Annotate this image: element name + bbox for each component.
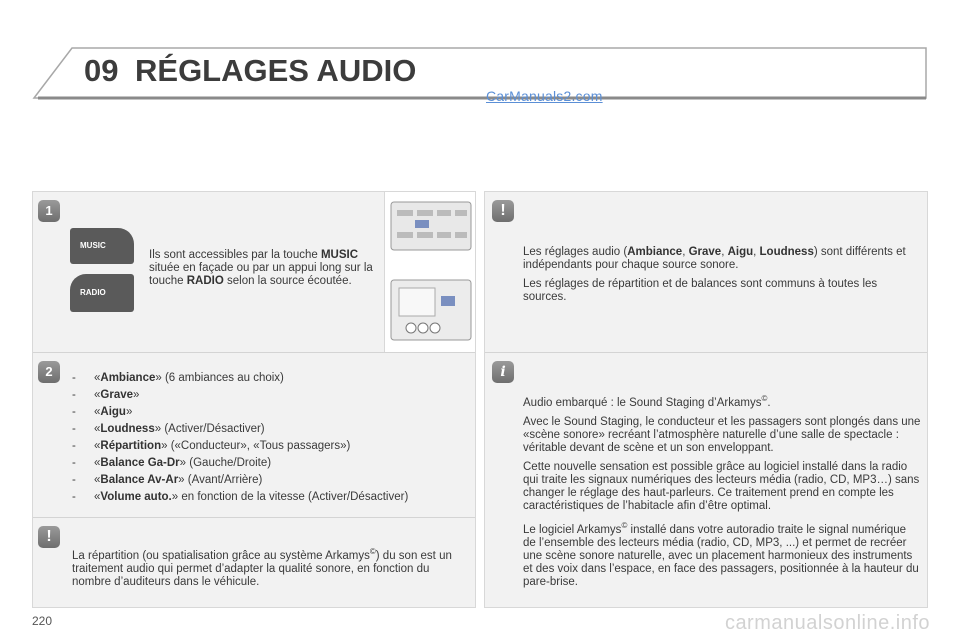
settings-list-item: - «Balance Ga-Dr» (Gauche/Droite) — [72, 457, 272, 469]
info-badge: i — [492, 361, 514, 383]
settings-list-item: - «Aigu» — [72, 406, 133, 418]
music-button-icon: MUSIC — [70, 228, 134, 264]
section3-text: La répartition (ou spatialisation grâce au système Arkamys©) du son est un traitement audio qui permet d’adapter la qualité sonore, en fonction du nombre d’auditeurs dans le véhicule. — [72, 547, 452, 588]
watermark-link[interactable]: CarManuals2.com — [486, 88, 603, 104]
settings-list — [72, 372, 472, 508]
chapter-number: 09 — [84, 53, 119, 88]
warning-badge-left: ! — [38, 526, 60, 548]
info-text: Audio embarqué : le Sound Staging d’Arkamys©. Avec le Sound Staging, le conducteur et les passagers sont plongés dans une «scène sonore» recréant l’atmosphère naturelle d’une salle de spectacle : véritable devant de scène et un son enveloppant. Cette nouvelle sensation est possible grâce au logiciel installé dans la radio qui traite les signaux numériques des lecteurs média (radio, CD, MP3…) sans changer le réglage des haut-parleurs. Ce traitement prend en compte les caractéristiques de l’habitacle afin d’être optimal. Le logiciel Arkamys© installé dans votre autoradio traite le signal numérique de l’ensemble des lecteurs média (radio, CD, MP3, ...) et permet de recréer une scène sonore naturelle, avec un placement harmonieux des instruments et des voix dans l’espace, en face des passagers, positionnée à la hauteur du pare-brise. — [523, 394, 921, 588]
radio-button-icon: RADIO — [70, 274, 134, 312]
settings-list-item: - «Loudness» (Activer/Désactiver) — [72, 423, 265, 435]
settings-list-item: - «Ambiance» (6 ambiances au choix) — [72, 372, 284, 384]
warning-text: Les réglages audio (Ambiance, Grave, Aigu, Loudness) sont différents et indépendants pour chaque source sonore. Les réglages de répartition et de balances sont communs à toutes les sources. — [523, 246, 906, 303]
car-radio-icon — [385, 192, 475, 352]
left-divider-2 — [33, 517, 475, 518]
left-divider-1 — [33, 352, 475, 353]
radio-device-illustration — [384, 192, 475, 352]
section1-text: Ils sont accessibles par la touche MUSIC située en façade ou par un appui long sur la touche RADIO selon la source écoutée. — [149, 249, 373, 287]
chapter-title: RÉGLAGES AUDIO — [135, 53, 417, 88]
warning-badge-right: ! — [492, 200, 514, 222]
chapter-header — [32, 46, 928, 100]
settings-list-item: - «Grave» — [72, 389, 140, 401]
right-divider — [485, 352, 927, 353]
page-number: 220 — [32, 614, 53, 628]
step-1-badge: 1 — [38, 200, 60, 222]
settings-list-item: - «Volume auto.» en fonction de la vitesse (Activer/Désactiver) — [72, 491, 409, 503]
settings-list-item: - «Balance Av-Ar» (Avant/Arrière) — [72, 474, 263, 486]
footer-watermark: carmanualsonline.info — [724, 612, 930, 634]
settings-list-item: - «Répartition» («Conducteur», «Tous passagers») — [72, 440, 351, 452]
step-2-badge: 2 — [38, 361, 60, 383]
